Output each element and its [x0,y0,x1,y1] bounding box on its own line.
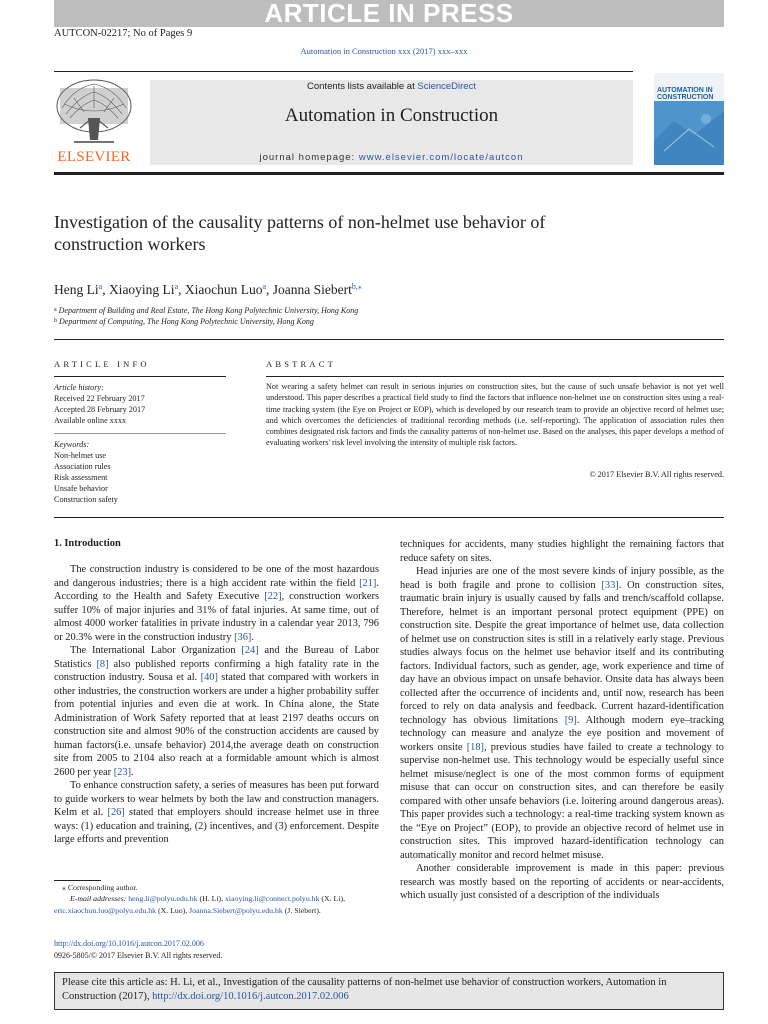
accepted-date: Accepted 28 February 2017 [54,405,146,414]
affiliation-text: Department of Computing, The Hong Kong Polytechnic University, Hong Kong [59,317,314,326]
citation-link[interactable]: [36] [234,631,252,643]
author-name[interactable]: Joanna Siebert [272,282,352,297]
citation-link[interactable]: [22] [264,591,282,602]
author-list: Heng Li$^a$, Xiaoying Li$^a$, Xiaochun Luo$^a$, Joanna Siebert$^{b,⁎}$ [54,282,362,297]
header-top-rule [54,71,633,72]
citation-doi-link[interactable]: http://dx.doi.org/10.1016/j.autcon.2017.02.006 [152,991,349,1002]
journal-header-panel [150,80,633,165]
author-name[interactable]: Heng Li [54,282,99,297]
affiliation-mark: b [54,318,57,324]
footnote [54,882,389,916]
citation-link[interactable]: [21] [359,577,377,589]
homepage-prefix: journal homepage: [259,152,359,163]
citation-link[interactable]: [40] [200,672,218,683]
keywords-block [54,439,226,505]
citation-link[interactable]: [33] [601,579,619,591]
email-label: E-mail addresses: [70,894,127,904]
citation-text: Please cite this article as: H. Li, et al., Investigation of the causality patterns of non-helmet use behavior of construction workers, Automation in Construction (2017), [62,977,667,1002]
journal-cover-thumbnail[interactable] [654,73,724,165]
abstract-text: Not wearing a safety helmet can result in serious injuries on construction sites, but the cause of such unsafe behavior is not yet well understood. This paper describes a practical field study to find the factors that influence non-helmet use on construction sites using a real-time tracking system (the Eye on Project or EOP), which is developed by our research team to provide an objective record of helmet use; and which overcomes the deficiencies of traditional recording methods (i.e. self-reporting). The application of association rules then combines designated risk factors and finds the causality patterns of non-helmet use. Based on the analyses, this paper develops a method of evaluating workers' risk level involving the intensity of multiple risk factors. [266,382,724,448]
corresponding-author-note: ⁎ Corresponding author. [62,883,138,892]
citation-link[interactable]: [26] [107,807,125,818]
contents-line [150,81,633,92]
email-link[interactable]: eric.xiaochun.luo@polyu.edu.hk [54,905,157,915]
email-link[interactable]: xiaoying.li@connect.polyu.hk [225,894,320,904]
keyword: Non-helmet use [54,451,107,460]
header-bottom-rule [54,172,724,175]
keyword: Risk assessment [54,473,108,482]
body-column-left [54,563,379,847]
abstract-heading: ABSTRACT [266,359,336,369]
keywords-label: Keywords: [54,440,90,449]
elsevier-wordmark: ELSEVIER [57,149,131,165]
author-affiliation-mark[interactable]: a [98,282,103,291]
body-paragraph: To enhance construction safety, a series of measures has been put forward to guide workers to wear helmets by both the law and construction managers. Kelm et al. [26] stated that employers should increase helmet use in three ways: (1) education and training, (2) incentives, and (3) enforcement. Despite large efforts and prevention [54,780,379,845]
section-divider [54,339,724,340]
footnote-rule [54,880,101,881]
article-title: Investigation of the causality patterns of non-helmet use behavior of construction workers [54,212,546,254]
article-history [54,382,226,426]
keyword: Unsafe behavior [54,484,108,493]
elsevier-logo[interactable] [54,78,134,166]
body-paragraph-continued: techniques for accidents, many studies highlight the remaining factors that reduce safety on sites. [400,539,724,564]
article-in-press-banner: ARTICLE IN PRESS [54,0,724,27]
article-id: AUTCON-02217; No of Pages 9 [54,28,193,39]
received-date: Received 22 February 2017 [54,394,145,403]
body-paragraph: The construction industry is considered to be one of the most hazardous and dangerous industries; there is a high accident rate within the field [21]. According to the Health and Safety Executive [22], construction workers suffer 10% of major injuries and 31% of fatal injuries. At same time, out of almost 4000 worker fatalities in private industry in a calendar year 2013, 796 or 20.3% were in the construction industry [36]. [54,564,379,643]
article-info-heading: ARTICLE INFO [54,359,150,369]
cover-title: AUTOMATION IN CONSTRUCTION [657,87,714,101]
abstract-copyright: © 2017 Elsevier B.V. All rights reserved. [589,470,724,479]
author-affiliation-mark[interactable]: a [174,282,179,291]
citation-link[interactable]: [9] [564,714,577,726]
affiliation-mark: a [54,307,57,313]
author-name[interactable]: Xiaoying Li [108,282,175,297]
author-name[interactable]: Xiaochun Luo [184,282,263,297]
citation-link[interactable]: [8] [96,658,109,670]
journal-name: Automation in Construction [284,105,499,126]
keywords-rule [54,433,226,434]
cover-artwork [654,101,724,165]
affiliation [54,317,314,326]
contents-prefix: Contents lists available at [307,81,418,92]
email-link[interactable]: heng.li@polyu.edu.hk [128,894,198,904]
body-divider [54,517,724,518]
body-paragraph: Head injuries are one of the most severe kinds of injury possible, as the head is both fragile and prone to collision [33]. On construction sites, traumatic brain injury is usually caused by falls and trench/scaffold collapse. Therefore, helmet is an important personal protect equipment (PPE) on construction site. Despite the great importance of helmet use, data collection of helmet use on construction sites is still in a relatively early stage. Previous studies always focus on the helmet use behavior itself and its contributing factors. Individual factors, such as gender, age, work experience and time of day have an obvious impact on unsafe behavior. Onsite data has always been collected after the occurrence of incidents and, until now, research has been forced to rely on data analysis and feedback. Current hazard-identification technology has obvious limitations [9]. Although modern eye–tracking technology can measure and analyze the eye position and movement of workers onsite [18], previous studies have failed to create a technology to supervise non-helmet use. This technology would be especially useful since helmet misuse/neglect is one of the most common forms of equipment misuse that can occur on construction sites, and can therefore be easily compared with other unsafe behaviors (i.e. loitering around dangerous areas). This paper provides such a technology: a real-time tracking system known as the “Eye on Project” (EOP), to provide an objective record of helmet use in construction sites. This improved hazard-identification technology can automatically monitor and record helmet misuse. [400,566,724,861]
citation-box [54,972,724,1010]
doi-link[interactable]: http://dx.doi.org/10.1016/j.autcon.2017.02.006 [54,939,204,948]
journal-homepage-link[interactable]: www.elsevier.com/locate/autcon [358,152,524,163]
section-title-introduction: 1. Introduction [54,538,121,549]
article-info-rule [54,376,226,377]
online-date: Available online xxxx [54,416,127,425]
citation-link[interactable]: [24] [241,645,259,656]
sciencedirect-link[interactable]: ScienceDirect [417,81,476,92]
affiliation [54,306,358,315]
journal-homepage-line [150,152,633,163]
author-affiliation-mark[interactable]: b,⁎ [351,282,362,291]
affiliation-text: Department of Building and Real Estate, The Hong Kong Polytechnic University, Hong Kong [58,306,359,315]
body-column-right [400,538,724,903]
issn-copyright: 0926-5805/© 2017 Elsevier B.V. All rights reserved. [54,951,223,960]
body-paragraph: Another considerable improvement is made in this paper: previous research was mostly based on the reporting of accidents or near-accidents, which usually just consisted of a description of the individuals [400,863,724,901]
history-label: Article history: [54,383,104,392]
body-paragraph: The International Labor Organization [24] and the Bureau of Labor Statistics [8] also published reports confirming a high fatality rate in the construction industry. Sousa et al. [40] stated that compared with workers in other industries, the construction workers are under a higher probability suffer from potential injuries and even die at work. In China alone, the State Administration of Work Safety reported that at least 2197 deaths occurs on construction site and almost 90% of the construction accidents are caused by human factors(i.e. unsafe behavior) 2014,the average death on construction site from 2005 to 2104 also reach at a formidable amount which is almost 2600 per year [23]. [54,645,380,778]
author-affiliation-mark[interactable]: a [262,282,267,291]
journal-reference-link[interactable]: Automation in Construction xxx (2017) xxx–xxx [300,46,468,56]
abstract-rule [266,376,724,377]
tree-emblem-icon [54,78,134,150]
citation-link[interactable]: [18] [466,741,484,753]
email-addresses: E-mail addresses: heng.li@polyu.edu.hk (H. Li), xiaoying.li@connect.polyu.hk (X. Li), [70,894,346,904]
citation-link[interactable]: [23] [113,766,132,778]
email-addresses-cont: eric.xiaochun.luo@polyu.edu.hk (X. Luo), Joanna.Siebert@polyu.edu.hk (J. Siebert). [54,905,321,915]
keyword: Construction safety [54,495,118,504]
keyword: Association rules [54,462,111,471]
email-link[interactable]: Joanna.Siebert@polyu.edu.hk [189,905,283,915]
